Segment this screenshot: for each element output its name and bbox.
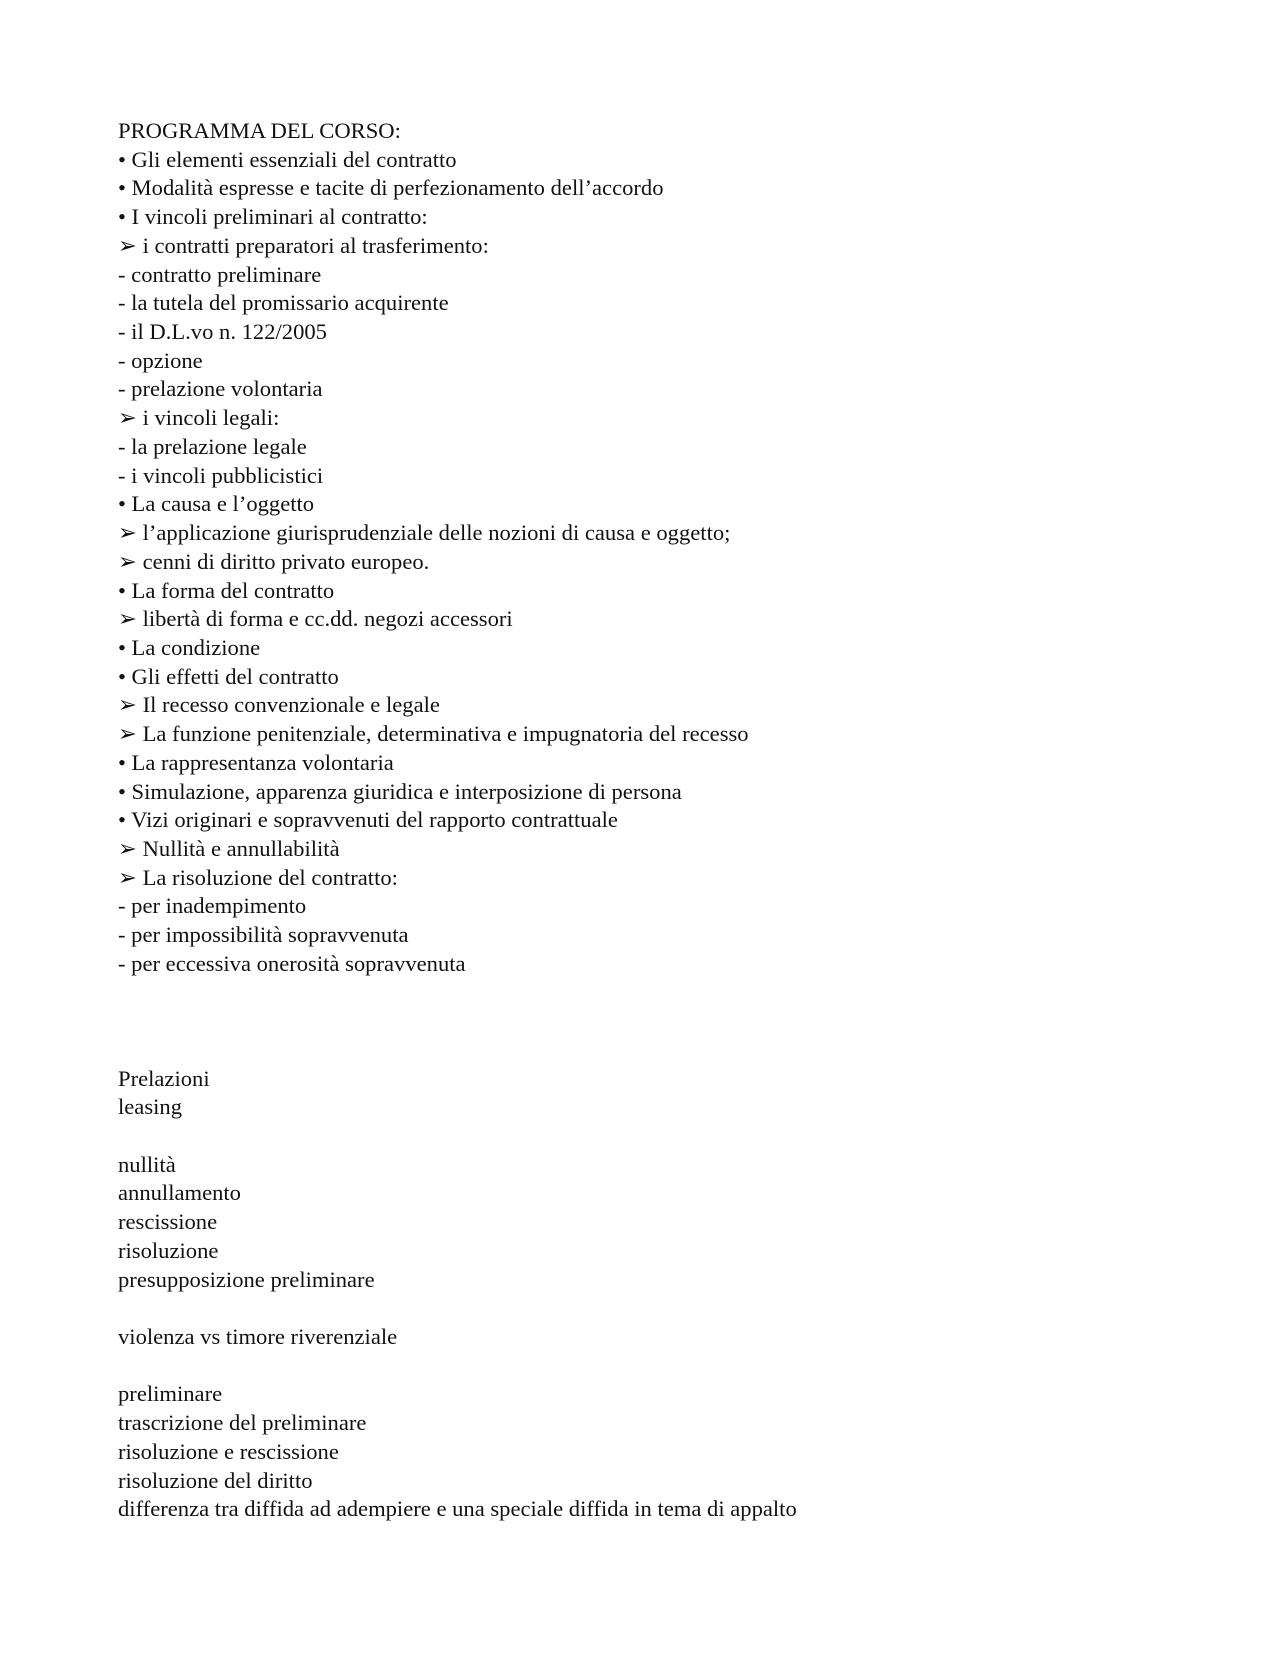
note-line: differenza tra diffida ad adempiere e una speciale diffida in tema di appalto [118,1496,797,1522]
program-line: - per eccessiva onerosità sopravvenuta [118,950,466,976]
section-spacer [118,1294,1178,1323]
program-line: - contratto preliminare [118,261,322,287]
note-line: trascrizione del preliminare [118,1410,367,1436]
program-line: - i vincoli pubblicistici [118,462,324,488]
program-line: • I vincoli preliminari al contratto: [118,204,428,230]
program-line: ➢ i contratti preparatori al trasferimento: [118,232,489,258]
program-line: ➢ cenni di diritto privato europeo. [118,548,430,574]
program-line: ➢ i vincoli legali: [118,405,280,431]
program-line: ➢ Nullità e annullabilità [118,835,340,861]
program-line: - la tutela del promissario acquirente [118,290,449,316]
program-line: ➢ Il recesso convenzionale e legale [118,692,440,718]
program-line: ➢ La funzione penitenziale, determinativa e impugnatoria del recesso [118,721,749,747]
note-line: rescissione [118,1209,218,1235]
program-line: • Simulazione, apparenza giuridica e interposizione di persona [118,778,682,804]
note-line: risoluzione [118,1237,219,1263]
program-line: - il D.L.vo n. 122/2005 [118,319,327,345]
note-line: leasing [118,1094,182,1120]
program-line: • La causa e l’oggetto [118,491,315,517]
program-line: • Gli effetti del contratto [118,663,339,689]
document-page [118,117,1178,1524]
program-line: - la prelazione legale [118,433,307,459]
note-line: presupposizione preliminare [118,1266,375,1292]
notes-group-3 [118,1323,1178,1352]
section-spacer [118,1122,1178,1151]
notes-group-4 [118,1380,1178,1524]
program-line: • Modalità espresse e tacite di perfezionamento dell’accordo [118,175,664,201]
program-line: - per inadempimento [118,893,307,919]
program-line: - per impossibilità sopravvenuta [118,922,409,948]
program-line: ➢ libertà di forma e cc.dd. negozi accessori [118,606,513,632]
note-line: annullamento [118,1180,241,1206]
note-line: risoluzione e rescissione [118,1438,339,1464]
program-line: • La condizione [118,634,261,660]
program-line: • Gli elementi essenziali del contratto [118,146,457,172]
section-spacer [118,979,1178,1065]
note-line: violenza vs timore riverenziale [118,1324,398,1350]
program-line: • La forma del contratto [118,577,335,603]
section-spacer [118,1352,1178,1381]
course-program-section [118,117,1178,979]
program-line: ➢ l’applicazione giurisprudenziale delle nozioni di causa e oggetto; [118,520,731,546]
program-line: ➢ La risoluzione del contratto: [118,864,398,890]
notes-group-1 [118,1065,1178,1122]
program-line: - opzione [118,347,203,373]
notes-group-2 [118,1151,1178,1295]
program-line: • La rappresentanza volontaria [118,749,394,775]
note-line: preliminare [118,1381,223,1407]
note-line: nullità [118,1151,176,1177]
note-line: Prelazioni [118,1065,210,1091]
program-line: - prelazione volontaria [118,376,323,402]
program-heading: PROGRAMMA DEL CORSO: [118,118,401,143]
program-line: • Vizi originari e sopravvenuti del rapporto contrattuale [118,807,618,833]
note-line: risoluzione del diritto [118,1467,313,1493]
